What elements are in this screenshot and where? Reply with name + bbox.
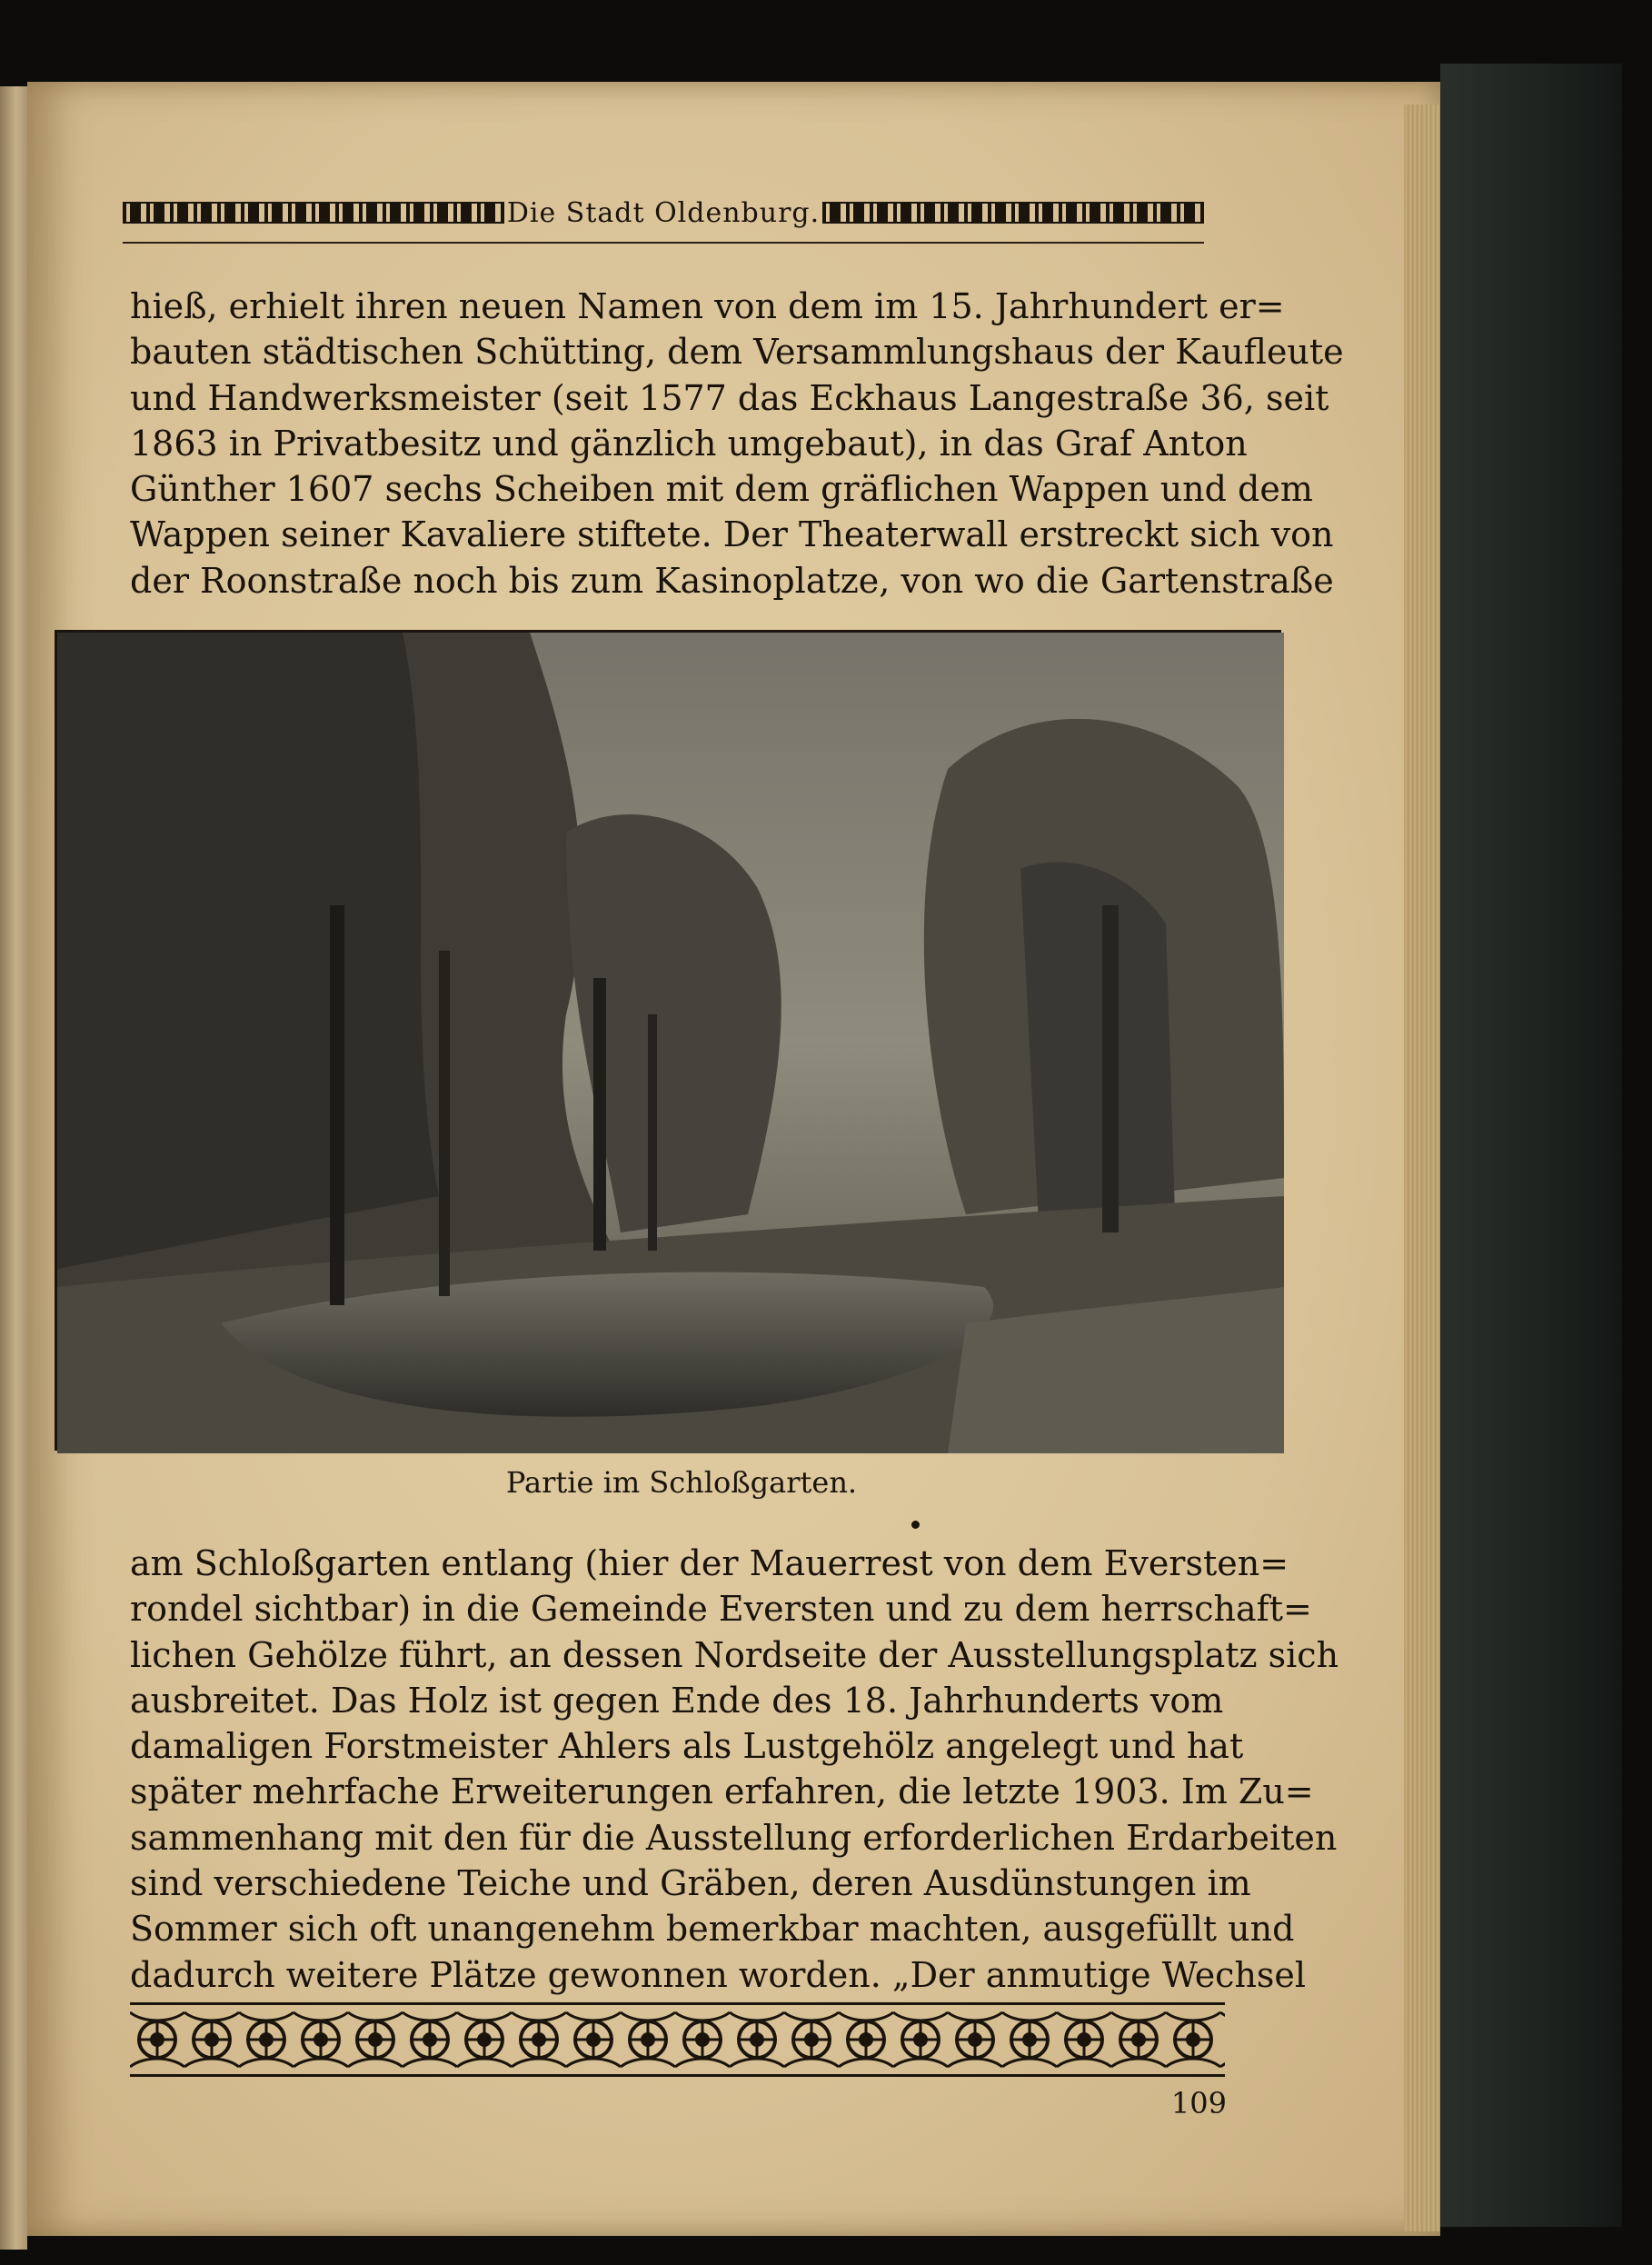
text-line: Sommer sich oft unangenehm bemerkbar machten, ausgefüllt und — [130, 1909, 1295, 1950]
text-line: hieß, erhielt ihren neuen Namen von dem im 15. Jahrhundert er= — [130, 286, 1285, 326]
text-line: 1863 in Privatbesitz und gänzlich umgebaut), in das Graf Anton — [130, 423, 1248, 464]
facing-page-edge — [0, 86, 27, 2250]
text-line: sind verschiedene Teiche und Gräben, deren Ausdünstungen im — [130, 1863, 1251, 1904]
text-line: sammenhang mit den für die Ausstellung erforderlichen Erdarbeiten — [130, 1817, 1338, 1858]
text-line: ausbreitet. Das Holz ist gegen Ende des 18. Jahrhunderts vom — [130, 1680, 1224, 1721]
header-ornament-left-icon — [123, 202, 504, 224]
footer-ornament-icon — [130, 2002, 1225, 2077]
print-dot-mark — [911, 1521, 920, 1529]
text-line: damaligen Forstmeister Ahlers als Lustgehölz angelegt und hat — [130, 1726, 1244, 1767]
text-line: und Handwerksmeister (seit 1577 das Eckhaus Langestraße 36, seit — [130, 377, 1329, 418]
text-line: der Roonstraße noch bis zum Kasinoplatze, von wo die Gartenstraße — [130, 560, 1334, 601]
page-number: 109 — [1170, 2086, 1227, 2120]
body-text-bottom — [130, 1541, 1339, 1998]
text-line: dadurch weitere Plätze gewonnen worden. „Der anmutige Wechsel — [130, 1954, 1307, 1995]
text-line: am Schloßgarten entlang (hier der Mauerrest von dem Eversten= — [130, 1543, 1289, 1583]
text-line: bauten städtischen Schütting, dem Versammlungshaus der Kaufleute — [130, 332, 1344, 373]
figure-caption: Partie im Schloßgarten. — [505, 1465, 858, 1500]
text-line: später mehrfache Erweiterungen erfahren, die letzte 1903. Im Zu= — [130, 1771, 1314, 1812]
text-line: Wappen seiner Kavaliere stiftete. Der Theaterwall erstreckt sich von — [130, 514, 1334, 555]
body-text-top — [130, 284, 1344, 604]
header-rule — [123, 242, 1204, 244]
running-header — [123, 193, 1204, 233]
book-cover-edge — [1440, 64, 1622, 2227]
running-title: Die Stadt Oldenburg. — [506, 196, 821, 229]
header-ornament-right-icon — [822, 202, 1204, 224]
text-line: lichen Gehölze führt, an dessen Nordseite der Ausstellungsplatz sich — [130, 1634, 1339, 1675]
park-photograph-image — [57, 633, 1284, 1453]
park-photograph — [55, 630, 1281, 1451]
text-line: Günther 1607 sechs Scheiben mit dem gräflichen Wappen und dem — [130, 469, 1313, 510]
text-line: rondel sichtbar) in die Gemeinde Eversten und zu dem herrschaft= — [130, 1589, 1312, 1630]
footer-ornament-pattern-icon — [130, 2005, 1225, 2074]
page-block-edges — [1404, 105, 1440, 2231]
